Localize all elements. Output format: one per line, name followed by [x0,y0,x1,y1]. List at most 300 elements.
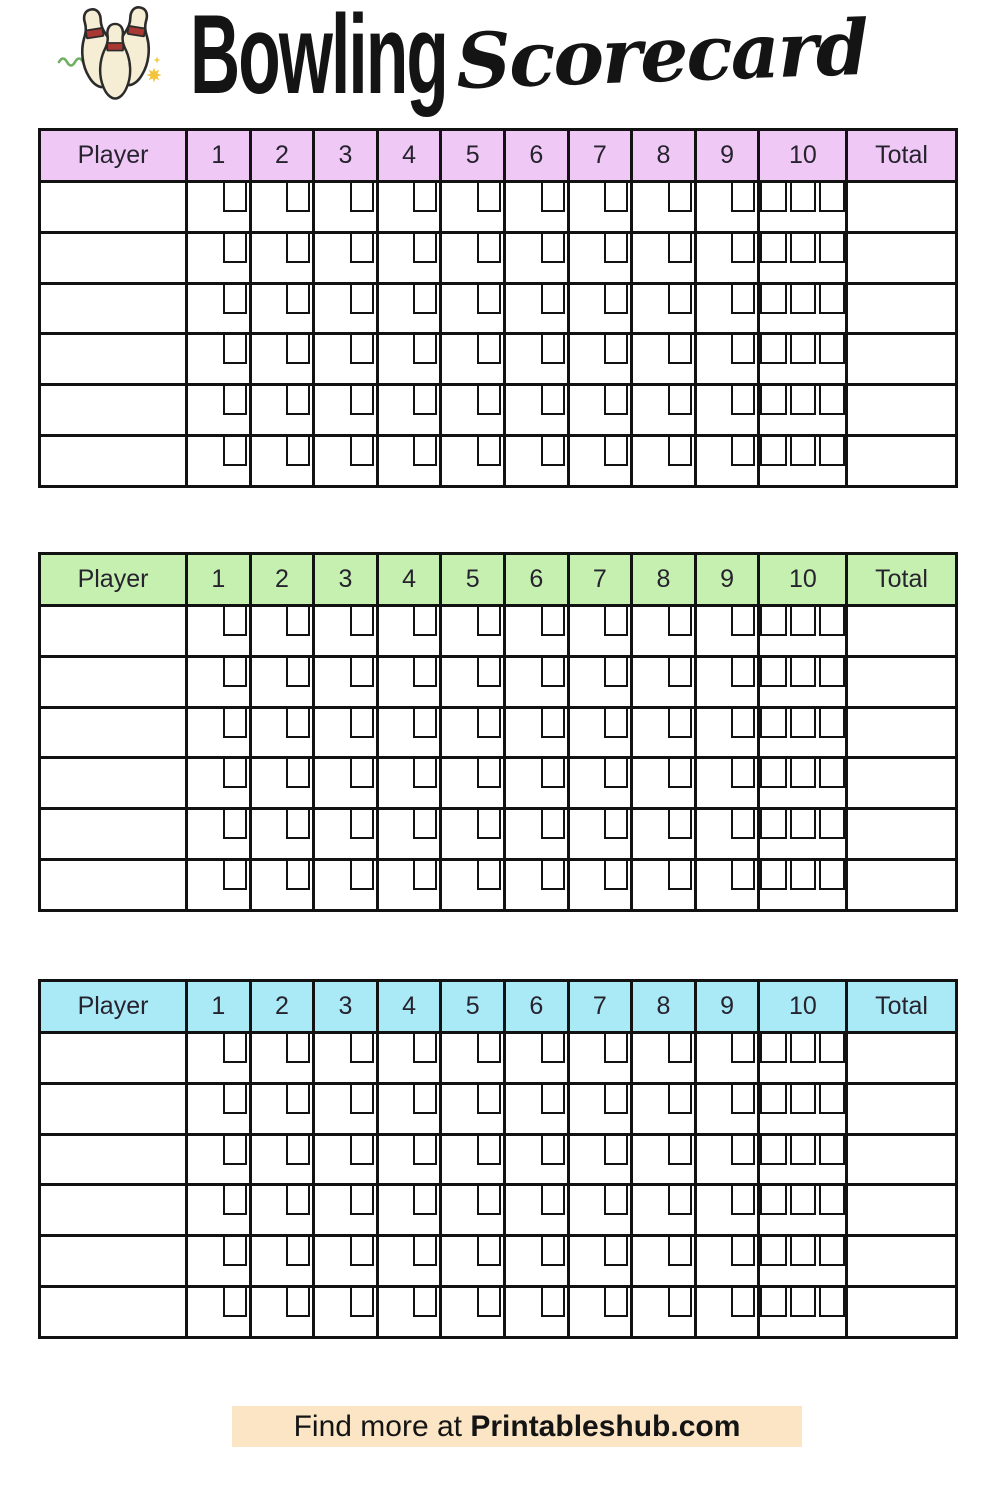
frame-cell[interactable] [188,759,249,807]
throw-box[interactable] [477,234,501,263]
total-cell[interactable] [848,1136,954,1184]
frame-cell[interactable] [442,861,503,909]
throw-box[interactable] [541,1288,565,1317]
throw-box[interactable] [790,1288,816,1317]
frame-cell[interactable] [570,1136,631,1184]
throw-box[interactable] [413,810,437,839]
frame-cell[interactable] [315,234,376,282]
frame-cell[interactable] [442,810,503,858]
throw-box[interactable] [541,285,565,314]
throw-box[interactable] [731,1085,755,1114]
frame-cell[interactable] [188,386,249,434]
frame-cell[interactable] [506,1136,567,1184]
throw-box[interactable] [668,658,692,687]
frame-cell[interactable] [252,709,313,757]
throw-box[interactable] [223,1288,247,1317]
frame-10-cell[interactable] [760,607,845,655]
throw-box[interactable] [477,1186,501,1215]
frame-cell[interactable] [252,759,313,807]
throw-box[interactable] [790,607,816,636]
throw-box[interactable] [413,437,437,466]
throw-box[interactable] [477,183,501,212]
frame-cell[interactable] [506,386,567,434]
throw-box[interactable] [604,1288,628,1317]
throw-box[interactable] [223,335,247,364]
throw-box[interactable] [286,1034,310,1063]
throw-box[interactable] [350,1136,374,1165]
throw-box[interactable] [731,810,755,839]
throw-box[interactable] [731,1288,755,1317]
frame-cell[interactable] [506,285,567,333]
throw-box[interactable] [477,810,501,839]
frame-cell[interactable] [379,607,440,655]
throw-box[interactable] [350,285,374,314]
throw-box[interactable] [413,285,437,314]
throw-box[interactable] [286,1136,310,1165]
throw-box[interactable] [668,759,692,788]
throw-box[interactable] [760,285,786,314]
throw-box[interactable] [541,386,565,415]
throw-box[interactable] [731,861,755,890]
throw-box[interactable] [731,709,755,738]
throw-box[interactable] [350,183,374,212]
player-name-cell[interactable] [41,183,185,231]
frame-cell[interactable] [570,234,631,282]
frame-cell[interactable] [315,1136,376,1184]
throw-box[interactable] [223,1186,247,1215]
total-cell[interactable] [848,1085,954,1133]
throw-box[interactable] [541,709,565,738]
throw-box[interactable] [731,1186,755,1215]
frame-10-cell[interactable] [760,386,845,434]
throw-box[interactable] [668,861,692,890]
throw-box[interactable] [223,1237,247,1266]
throw-box[interactable] [760,183,786,212]
throw-box[interactable] [790,1136,816,1165]
throw-box[interactable] [477,759,501,788]
throw-box[interactable] [223,810,247,839]
player-name-cell[interactable] [41,658,185,706]
frame-10-cell[interactable] [760,759,845,807]
frame-cell[interactable] [633,1136,694,1184]
throw-box[interactable] [790,658,816,687]
throw-box[interactable] [668,1237,692,1266]
throw-box[interactable] [541,1136,565,1165]
throw-box[interactable] [819,437,845,466]
throw-box[interactable] [286,607,310,636]
throw-box[interactable] [790,709,816,738]
throw-box[interactable] [668,1136,692,1165]
player-name-cell[interactable] [41,861,185,909]
throw-box[interactable] [477,1288,501,1317]
frame-cell[interactable] [697,810,758,858]
throw-box[interactable] [819,861,845,890]
frame-cell[interactable] [188,810,249,858]
throw-box[interactable] [604,1186,628,1215]
frame-10-cell[interactable] [760,1136,845,1184]
frame-cell[interactable] [697,658,758,706]
throw-box[interactable] [413,709,437,738]
throw-box[interactable] [819,759,845,788]
player-name-cell[interactable] [41,1136,185,1184]
throw-box[interactable] [668,183,692,212]
frame-cell[interactable] [633,810,694,858]
throw-box[interactable] [819,1186,845,1215]
frame-cell[interactable] [379,234,440,282]
frame-cell[interactable] [697,1237,758,1285]
frame-cell[interactable] [442,709,503,757]
player-name-cell[interactable] [41,607,185,655]
throw-box[interactable] [819,607,845,636]
throw-box[interactable] [286,1186,310,1215]
frame-cell[interactable] [379,1237,440,1285]
frame-cell[interactable] [252,386,313,434]
throw-box[interactable] [604,335,628,364]
throw-box[interactable] [731,1136,755,1165]
frame-10-cell[interactable] [760,1034,845,1082]
throw-box[interactable] [668,1186,692,1215]
frame-cell[interactable] [252,335,313,383]
throw-box[interactable] [350,1186,374,1215]
throw-box[interactable] [760,861,786,890]
total-cell[interactable] [848,285,954,333]
throw-box[interactable] [790,437,816,466]
throw-box[interactable] [413,658,437,687]
frame-cell[interactable] [188,1085,249,1133]
frame-cell[interactable] [252,1085,313,1133]
frame-cell[interactable] [379,810,440,858]
throw-box[interactable] [604,1237,628,1266]
frame-cell[interactable] [188,861,249,909]
frame-cell[interactable] [506,709,567,757]
frame-cell[interactable] [506,810,567,858]
throw-box[interactable] [668,335,692,364]
throw-box[interactable] [413,1136,437,1165]
throw-box[interactable] [350,861,374,890]
throw-box[interactable] [286,759,310,788]
frame-10-cell[interactable] [760,1186,845,1234]
throw-box[interactable] [413,386,437,415]
frame-cell[interactable] [570,285,631,333]
throw-box[interactable] [350,1288,374,1317]
throw-box[interactable] [223,183,247,212]
throw-box[interactable] [413,1085,437,1114]
frame-cell[interactable] [315,1237,376,1285]
throw-box[interactable] [604,1085,628,1114]
throw-box[interactable] [604,759,628,788]
throw-box[interactable] [760,386,786,415]
throw-box[interactable] [731,437,755,466]
throw-box[interactable] [350,1034,374,1063]
player-name-cell[interactable] [41,335,185,383]
throw-box[interactable] [604,607,628,636]
frame-cell[interactable] [188,234,249,282]
frame-cell[interactable] [633,1237,694,1285]
throw-box[interactable] [790,335,816,364]
frame-cell[interactable] [188,1034,249,1082]
frame-cell[interactable] [252,1136,313,1184]
frame-cell[interactable] [506,234,567,282]
player-name-cell[interactable] [41,285,185,333]
frame-cell[interactable] [315,759,376,807]
throw-box[interactable] [819,285,845,314]
frame-cell[interactable] [633,658,694,706]
frame-10-cell[interactable] [760,810,845,858]
throw-box[interactable] [819,1237,845,1266]
throw-box[interactable] [477,861,501,890]
throw-box[interactable] [286,810,310,839]
throw-box[interactable] [604,1136,628,1165]
frame-10-cell[interactable] [760,183,845,231]
frame-cell[interactable] [697,1288,758,1336]
throw-box[interactable] [819,1085,845,1114]
throw-box[interactable] [286,709,310,738]
frame-cell[interactable] [315,183,376,231]
frame-cell[interactable] [570,437,631,485]
throw-box[interactable] [286,234,310,263]
total-cell[interactable] [848,709,954,757]
frame-cell[interactable] [570,1034,631,1082]
throw-box[interactable] [541,437,565,466]
throw-box[interactable] [760,1136,786,1165]
frame-cell[interactable] [315,607,376,655]
frame-10-cell[interactable] [760,658,845,706]
frame-cell[interactable] [633,1186,694,1234]
throw-box[interactable] [350,234,374,263]
frame-cell[interactable] [379,285,440,333]
throw-box[interactable] [790,183,816,212]
throw-box[interactable] [731,285,755,314]
throw-box[interactable] [286,1085,310,1114]
throw-box[interactable] [350,1085,374,1114]
frame-cell[interactable] [188,1136,249,1184]
throw-box[interactable] [790,759,816,788]
frame-cell[interactable] [252,861,313,909]
frame-cell[interactable] [315,861,376,909]
throw-box[interactable] [541,1034,565,1063]
frame-cell[interactable] [315,1288,376,1336]
total-cell[interactable] [848,759,954,807]
frame-cell[interactable] [633,1034,694,1082]
total-cell[interactable] [848,1288,954,1336]
player-name-cell[interactable] [41,234,185,282]
frame-cell[interactable] [697,1034,758,1082]
throw-box[interactable] [286,386,310,415]
frame-cell[interactable] [252,285,313,333]
throw-box[interactable] [668,810,692,839]
frame-cell[interactable] [442,1237,503,1285]
throw-box[interactable] [350,1237,374,1266]
frame-cell[interactable] [442,1186,503,1234]
throw-box[interactable] [668,437,692,466]
frame-cell[interactable] [252,658,313,706]
throw-box[interactable] [286,335,310,364]
throw-box[interactable] [413,183,437,212]
throw-box[interactable] [541,183,565,212]
throw-box[interactable] [760,437,786,466]
frame-cell[interactable] [697,285,758,333]
throw-box[interactable] [223,759,247,788]
throw-box[interactable] [668,386,692,415]
throw-box[interactable] [350,759,374,788]
player-name-cell[interactable] [41,1288,185,1336]
frame-cell[interactable] [188,709,249,757]
throw-box[interactable] [731,1237,755,1266]
throw-box[interactable] [604,658,628,687]
throw-box[interactable] [790,1085,816,1114]
throw-box[interactable] [350,335,374,364]
frame-cell[interactable] [506,658,567,706]
throw-box[interactable] [668,1085,692,1114]
frame-cell[interactable] [188,183,249,231]
throw-box[interactable] [541,861,565,890]
player-name-cell[interactable] [41,437,185,485]
frame-cell[interactable] [570,759,631,807]
throw-box[interactable] [223,386,247,415]
throw-box[interactable] [760,1085,786,1114]
throw-box[interactable] [731,1034,755,1063]
frame-cell[interactable] [697,1186,758,1234]
frame-cell[interactable] [697,709,758,757]
frame-cell[interactable] [697,861,758,909]
frame-cell[interactable] [188,607,249,655]
throw-box[interactable] [350,658,374,687]
frame-cell[interactable] [442,386,503,434]
throw-box[interactable] [413,1034,437,1063]
throw-box[interactable] [413,1237,437,1266]
total-cell[interactable] [848,234,954,282]
total-cell[interactable] [848,607,954,655]
throw-box[interactable] [541,1085,565,1114]
player-name-cell[interactable] [41,1186,185,1234]
player-name-cell[interactable] [41,709,185,757]
frame-cell[interactable] [379,1034,440,1082]
frame-cell[interactable] [633,335,694,383]
frame-cell[interactable] [379,437,440,485]
frame-cell[interactable] [188,285,249,333]
frame-cell[interactable] [506,607,567,655]
frame-cell[interactable] [633,285,694,333]
throw-box[interactable] [760,1288,786,1317]
player-name-cell[interactable] [41,810,185,858]
frame-cell[interactable] [570,1288,631,1336]
frame-cell[interactable] [188,1186,249,1234]
frame-cell[interactable] [315,437,376,485]
frame-cell[interactable] [379,335,440,383]
frame-cell[interactable] [379,658,440,706]
throw-box[interactable] [790,1237,816,1266]
frame-cell[interactable] [506,335,567,383]
total-cell[interactable] [848,810,954,858]
throw-box[interactable] [477,1034,501,1063]
throw-box[interactable] [760,810,786,839]
frame-10-cell[interactable] [760,437,845,485]
throw-box[interactable] [350,709,374,738]
throw-box[interactable] [286,1288,310,1317]
throw-box[interactable] [350,437,374,466]
throw-box[interactable] [413,607,437,636]
throw-box[interactable] [790,810,816,839]
throw-box[interactable] [413,759,437,788]
total-cell[interactable] [848,335,954,383]
throw-box[interactable] [604,437,628,466]
frame-cell[interactable] [697,759,758,807]
throw-box[interactable] [668,709,692,738]
frame-cell[interactable] [633,1085,694,1133]
throw-box[interactable] [790,285,816,314]
total-cell[interactable] [848,658,954,706]
throw-box[interactable] [760,658,786,687]
frame-cell[interactable] [442,1034,503,1082]
frame-cell[interactable] [506,1034,567,1082]
throw-box[interactable] [790,1034,816,1063]
throw-box[interactable] [819,658,845,687]
throw-box[interactable] [819,1288,845,1317]
throw-box[interactable] [286,861,310,890]
throw-box[interactable] [604,183,628,212]
throw-box[interactable] [790,386,816,415]
frame-cell[interactable] [442,658,503,706]
frame-cell[interactable] [315,285,376,333]
frame-10-cell[interactable] [760,285,845,333]
throw-box[interactable] [760,234,786,263]
frame-cell[interactable] [252,810,313,858]
frame-cell[interactable] [252,1237,313,1285]
throw-box[interactable] [477,1136,501,1165]
frame-cell[interactable] [633,861,694,909]
throw-box[interactable] [286,658,310,687]
frame-cell[interactable] [633,607,694,655]
throw-box[interactable] [477,1237,501,1266]
throw-box[interactable] [541,1237,565,1266]
frame-cell[interactable] [570,1186,631,1234]
frame-cell[interactable] [188,335,249,383]
frame-10-cell[interactable] [760,709,845,757]
frame-cell[interactable] [570,709,631,757]
frame-cell[interactable] [633,1288,694,1336]
frame-cell[interactable] [506,1186,567,1234]
throw-box[interactable] [350,810,374,839]
frame-cell[interactable] [633,437,694,485]
throw-box[interactable] [819,335,845,364]
throw-box[interactable] [541,759,565,788]
player-name-cell[interactable] [41,1034,185,1082]
player-name-cell[interactable] [41,1237,185,1285]
frame-cell[interactable] [506,1237,567,1285]
frame-cell[interactable] [188,1237,249,1285]
frame-cell[interactable] [379,1288,440,1336]
frame-cell[interactable] [252,1186,313,1234]
frame-cell[interactable] [570,183,631,231]
frame-cell[interactable] [633,183,694,231]
throw-box[interactable] [223,1085,247,1114]
throw-box[interactable] [477,335,501,364]
total-cell[interactable] [848,1034,954,1082]
frame-10-cell[interactable] [760,1288,845,1336]
throw-box[interactable] [760,759,786,788]
frame-cell[interactable] [506,183,567,231]
throw-box[interactable] [286,437,310,466]
frame-cell[interactable] [188,437,249,485]
throw-box[interactable] [790,234,816,263]
throw-box[interactable] [413,1288,437,1317]
frame-10-cell[interactable] [760,861,845,909]
frame-cell[interactable] [252,234,313,282]
frame-cell[interactable] [442,234,503,282]
frame-cell[interactable] [633,709,694,757]
throw-box[interactable] [350,607,374,636]
throw-box[interactable] [668,234,692,263]
